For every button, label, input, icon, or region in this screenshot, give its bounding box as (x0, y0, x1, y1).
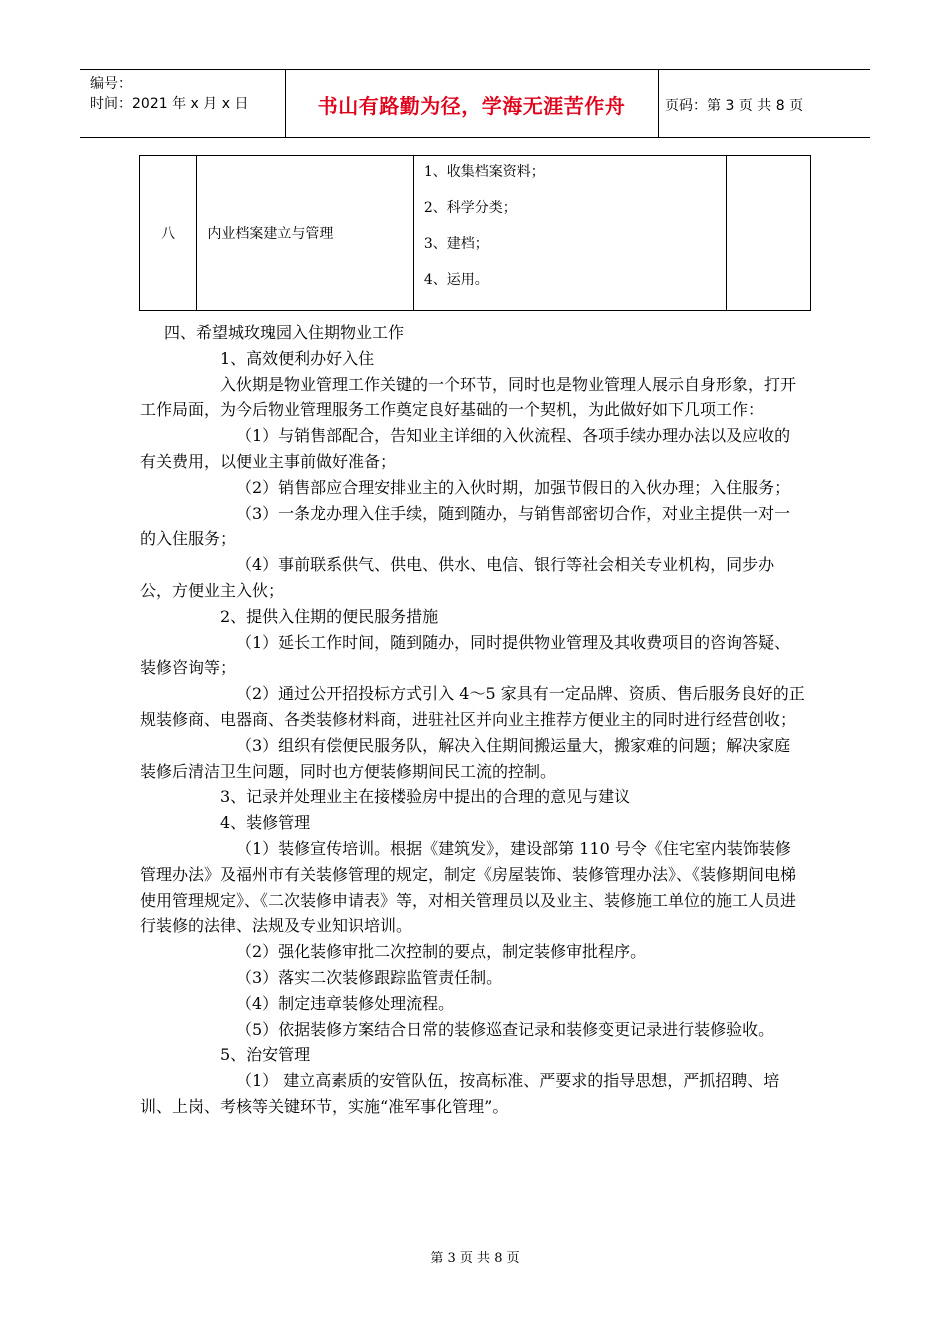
paragraph: （3）落实二次装修跟踪监管责任制。 (236, 967, 503, 987)
paragraph: 3、记录并处理业主在接楼验房中提出的合理的意见与建议 (220, 787, 631, 807)
row-title: 内业档案建立与管理 (197, 156, 414, 311)
paragraph: （3）一条龙办理入住手续，随到随办，与销售部密切合作，对业主提供一对一的入住服务； (140, 503, 791, 549)
paragraph: 四、希望城玫瑰园入住期物业工作 (164, 323, 405, 342)
header-meta (90, 74, 248, 114)
row-number: 八 (140, 156, 197, 311)
paragraph: （4）事前联系供气、供电、供水、电信、银行等社会相关专业机构，同步办公，方便业主入伙； (140, 555, 775, 600)
paragraph: （2）强化装修审批二次控制的要点，制定装修审批程序。 (236, 942, 647, 962)
page-footer: 第 3 页 共 8 页 (430, 1251, 520, 1266)
paragraph: （1）装修宣传培训。根据《建筑发》，建设部第 110 号令《住宅室内装饰装修管理办法》及福州市有关装修管理的规定，制定《房屋装饰、装修管理办法》、《装修期间电梯使用管理规定》、《二次装修申请表》等，对相关管理员以及业主、装修施工单位的施工人员进行装修的法律、法规及专业知识培训。 (140, 838, 797, 936)
page-header (80, 69, 870, 138)
header-page-info: 页码：第 3 页 共 8 页 (665, 98, 804, 114)
document-code-label: 编号： (90, 76, 132, 92)
paragraph: 5、治安管理 (220, 1045, 311, 1065)
document-time-label: 时间：2021 年 x 月 x 日 (90, 96, 249, 112)
table-row (140, 156, 811, 311)
list-item: 4、运用。 (423, 272, 489, 288)
paragraph: 4、装修管理 (220, 813, 311, 833)
paragraph: （4）制定违章装修处理流程。 (236, 993, 455, 1013)
document-body (140, 320, 805, 1120)
list-item: 3、建档； (423, 236, 489, 252)
paragraph: （1）与销售部配合，告知业主详细的入伙流程、各项手续办理办法以及应收的有关费用，以便业主事前做好准备； (140, 426, 791, 471)
paragraph: 1、高效便利办好入住 (220, 348, 375, 368)
paragraph: （2）通过公开招投标方式引入 4～5 家具有一定品牌、资质、售后服务良好的正规装修商、电器商、各类装修材料商，进驻社区并向业主推荐方便业主的同时进行经营创收； (140, 684, 805, 729)
paragraph: （1） 建立高素质的安管队伍，按高标准、严要求的指导思想，严抓招聘、培训、上岗、考核等关键环节，实施“准军事化管理”。 (140, 1071, 780, 1116)
paragraph: （5）依据装修方案结合日常的装修巡查记录和装修变更记录进行装修验收。 (236, 1019, 775, 1039)
paragraph: 入伙期是物业管理工作关键的一个环节，同时也是物业管理人展示自身形象，打开工作局面，为今后物业管理服务工作奠定良好基础的一个契机，为此做好如下几项工作： (140, 374, 797, 420)
paragraph: （2）销售部应合理安排业主的入伙时期，加强节假日的入伙办理；入住服务； (236, 477, 791, 497)
paragraph: （3）组织有偿便民服务队，解决入住期间搬运量大，搬家难的问题；解决家庭装修后清洁卫生问题，同时也方便装修期间民工流的控制。 (140, 735, 791, 781)
header-motto: 书山有路勤为径，学海无涯苦作舟 (317, 94, 626, 118)
row-remark (727, 156, 811, 311)
plan-table (139, 155, 811, 311)
paragraph: （1）延长工作时间，随到随办，同时提供物业管理及其收费项目的咨询答疑、装修咨询等； (140, 632, 791, 678)
row-items (413, 156, 726, 311)
paragraph: 2、提供入住期的便民服务措施 (220, 606, 439, 626)
header-divider (658, 70, 659, 137)
list-item: 2、科学分类； (423, 200, 517, 216)
list-item: 1、收集档案资料； (423, 164, 545, 180)
